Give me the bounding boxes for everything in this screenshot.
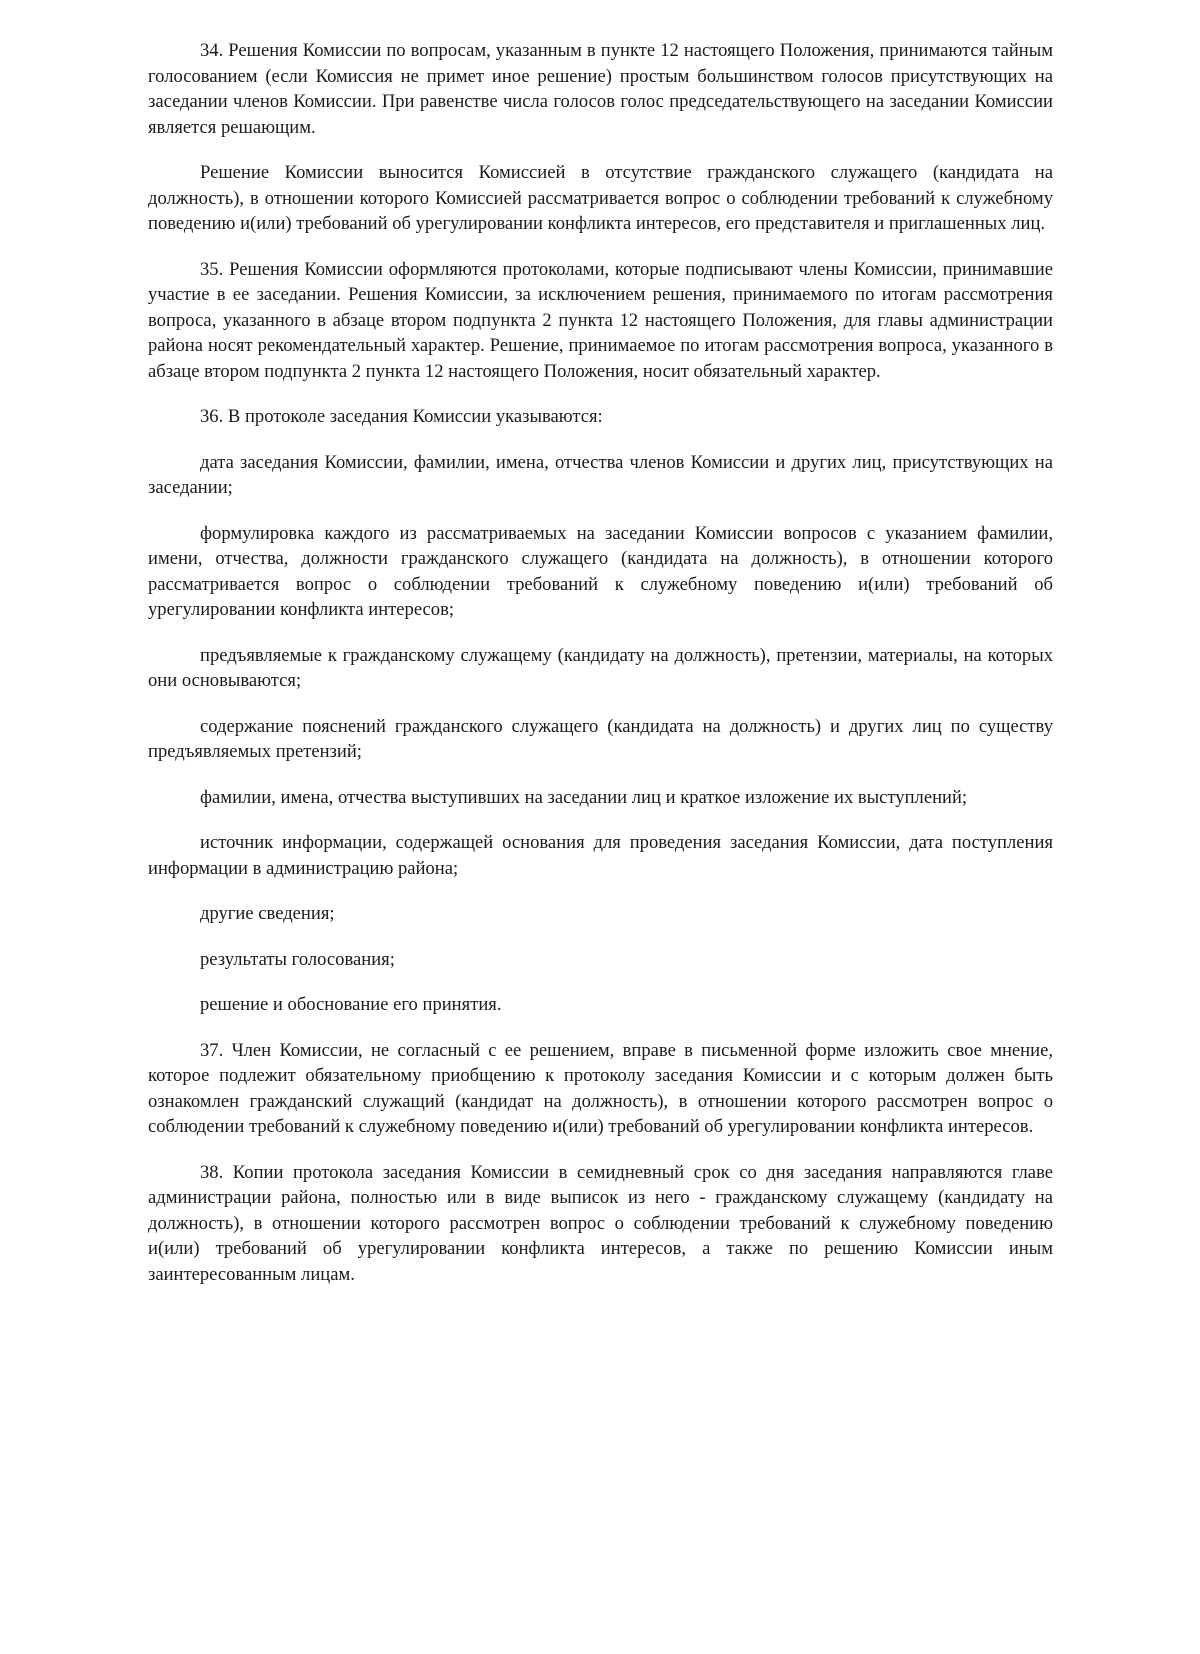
list-item-other-info: другие сведения;: [200, 903, 335, 924]
paragraph-37: 37. Член Комиссии, не согласный с ее решением, вправе в письменной форме изложить свое мнение, которое подлежит обязательному приобщению к протоколу заседания Комиссии и с которым должен быть ознакомлен гражданский служащий (кандидат на должность), в отношении которого рассмотрен вопрос о соблюдении требований к служебному поведению и(или) требований об урегулировании конфликта интересов.: [148, 1039, 1053, 1137]
list-item-question-wording: формулировка каждого из рассматриваемых на заседании Комиссии вопросов с указанием фамилии, имени, отчества, должности гражданского служащего (кандидата на должность), в отношении которого рассматривается вопрос о соблюдении требований к служебному поведению и(или) требований об урегулировании конфликта интересов;: [148, 522, 1053, 620]
list-item-info-source: источник информации, содержащей основания для проведения заседания Комиссии, дата поступления информации в администрацию района;: [148, 832, 1053, 879]
list-item-meeting-date: дата заседания Комиссии, фамилии, имена, отчества членов Комиссии и других лиц, присутствующих на заседании;: [148, 451, 1053, 498]
paragraph-38: 38. Копии протокола заседания Комиссии в семидневный срок со дня заседания направляются главе администрации района, полностью или в виде выписок из него - гражданскому служащему (кандидату на должность), в отношении которого рассмотрен вопрос о соблюдении требований к служебному поведению и(или) требований об урегулировании конфликта интересов, а также по решению Комиссии иным заинтересованным лицам.: [148, 1161, 1053, 1285]
list-item-voting-results: результаты голосования;: [200, 948, 395, 970]
list-item-claims: предъявляемые к гражданскому служащему (кандидату на должность), претензии, материалы, на которых они основываются;: [148, 644, 1053, 691]
document-page: [148, 38, 1053, 1287]
list-item-decision: решение и обоснование его принятия.: [200, 994, 502, 1015]
paragraph-34-decision: Решение Комиссии выносится Комиссией в отсутствие гражданского служащего (кандидата на должность), в отношении которого Комиссией рассматривается вопрос о соблюдении требований к служебному поведению и(или) требований об урегулировании конфликта интересов, его представителя и приглашенных лиц.: [148, 162, 1053, 234]
paragraph-36: 36. В протоколе заседания Комиссии указываются:: [200, 406, 603, 427]
paragraph-34: 34. Решения Комиссии по вопросам, указанным в пункте 12 настоящего Положения, принимаются тайным голосованием (если Комиссия не примет иное решение) простым большинством голосов присутствующих на заседании членов Комиссии. При равенстве числа голосов голос председательствующего на заседании Комиссии является решающим.: [148, 40, 1053, 138]
paragraph-35: 35. Решения Комиссии оформляются протоколами, которые подписывают члены Комиссии, принимавшие участие в ее заседании. Решения Комиссии, за исключением решения, принимаемого по итогам рассмотрения вопроса, указанного в абзаце втором подпункта 2 пункта 12 настоящего Положения, для главы администрации района носят рекомендательный характер. Решение, принимаемое по итогам рассмотрения вопроса, указанного в абзаце втором подпункта 2 пункта 12 настоящего Положения, носит обязательный характер.: [148, 258, 1053, 382]
list-item-explanations: содержание пояснений гражданского служащего (кандидата на должность) и других лиц по существу предъявляемых претензий;: [148, 715, 1053, 762]
list-item-speakers: фамилии, имена, отчества выступивших на заседании лиц и краткое изложение их выступлений;: [200, 786, 968, 808]
